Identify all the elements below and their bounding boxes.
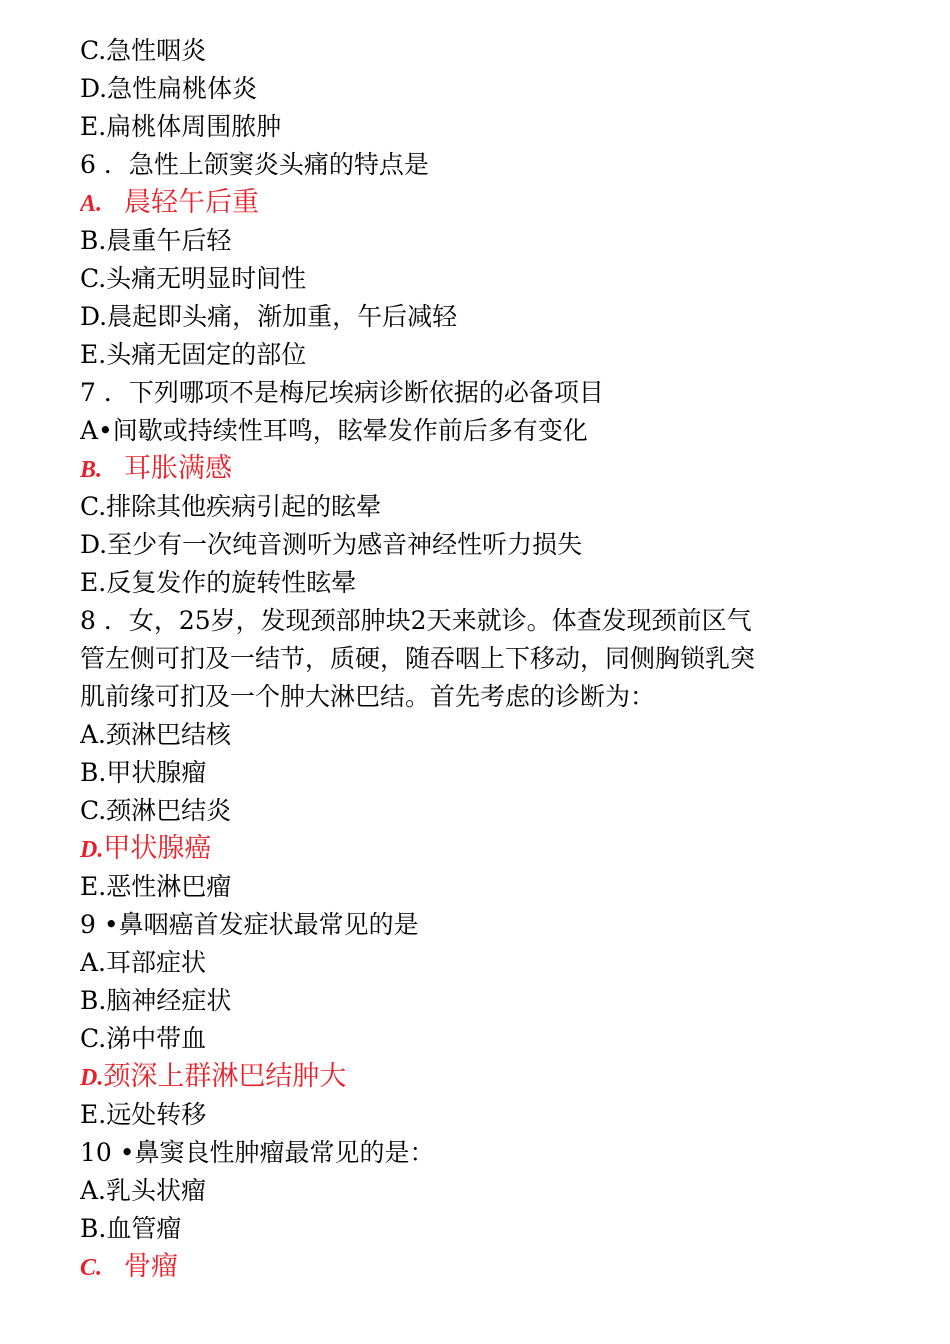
answer-text: 颈深上群淋巴结肿大 (103, 1061, 347, 1092)
answer-letter: A. (80, 191, 103, 217)
option-text: B.脑神经症状 (80, 986, 232, 1015)
answer-letter: D. (80, 1065, 104, 1091)
answer-text: 骨瘤 (124, 1251, 179, 1282)
option-text: C.排除其他疾病引起的眩晕 (80, 492, 382, 521)
question-text: 管左侧可扪及一结节，质硬，随吞咽上下移动，同侧胸锁乳突 (80, 644, 756, 673)
option-text: A.耳部症状 (80, 948, 207, 977)
option-text: E.扁桃体周围脓肿 (80, 112, 282, 141)
question-text: 肌前缘可扪及一个肿大淋巴结。首先考虑的诊断为： (80, 682, 656, 711)
question-text: 8 ．女，25岁，发现颈部肿块2天来就诊。体查发现颈前区气 (80, 606, 752, 635)
answer-text: 甲状腺癌 (103, 833, 212, 864)
option-text: A.颈淋巴结核 (80, 720, 232, 749)
option-text: C.急性咽炎 (80, 36, 207, 65)
answer-letter: D. (80, 837, 104, 863)
option-text: E.反复发作的旋转性眩晕 (80, 568, 357, 597)
question-text: 9 •鼻咽癌首发症状最常见的是 (80, 910, 419, 939)
option-text: B.甲状腺瘤 (80, 758, 207, 787)
option-text: B.晨重午后轻 (80, 226, 232, 255)
correct-answer-option (80, 1248, 870, 1286)
answer-text: 耳胀满感 (124, 453, 233, 484)
option-text: C.颈淋巴结炎 (80, 796, 232, 825)
option-text: E.恶性淋巴瘤 (80, 872, 232, 901)
option-text: A•间歇或持续性耳鸣，眩晕发作前后多有变化 (80, 416, 588, 445)
option-text: E.远处转移 (80, 1100, 207, 1129)
correct-answer-option (80, 1058, 870, 1096)
option-text: A.乳头状瘤 (80, 1176, 207, 1205)
answer-letter: B. (80, 457, 103, 483)
option-text: D.急性扁桃体炎 (80, 74, 258, 103)
correct-answer-option (80, 184, 870, 222)
correct-answer-option (80, 830, 870, 868)
answer-text: 晨轻午后重 (124, 187, 260, 218)
answer-letter: C. (80, 1255, 103, 1281)
option-text: B.血管瘤 (80, 1214, 182, 1243)
question-text: 7 ．下列哪项不是梅尼埃病诊断依据的必备项目 (80, 378, 604, 407)
question-text: 6 ．急性上颌窦炎头痛的特点是 (80, 150, 429, 179)
option-text: C.头痛无明显时间性 (80, 264, 307, 293)
option-text: D.晨起即头痛，渐加重，午后减轻 (80, 302, 458, 331)
option-text: C.涕中带血 (80, 1024, 207, 1053)
document-page (80, 32, 870, 1286)
option-text: D.至少有一次纯音测听为感音神经性听力损失 (80, 530, 583, 559)
correct-answer-option (80, 450, 870, 488)
question-text: 10 •鼻窦良性肿瘤最常见的是： (80, 1138, 435, 1167)
option-text: E.头痛无固定的部位 (80, 340, 307, 369)
